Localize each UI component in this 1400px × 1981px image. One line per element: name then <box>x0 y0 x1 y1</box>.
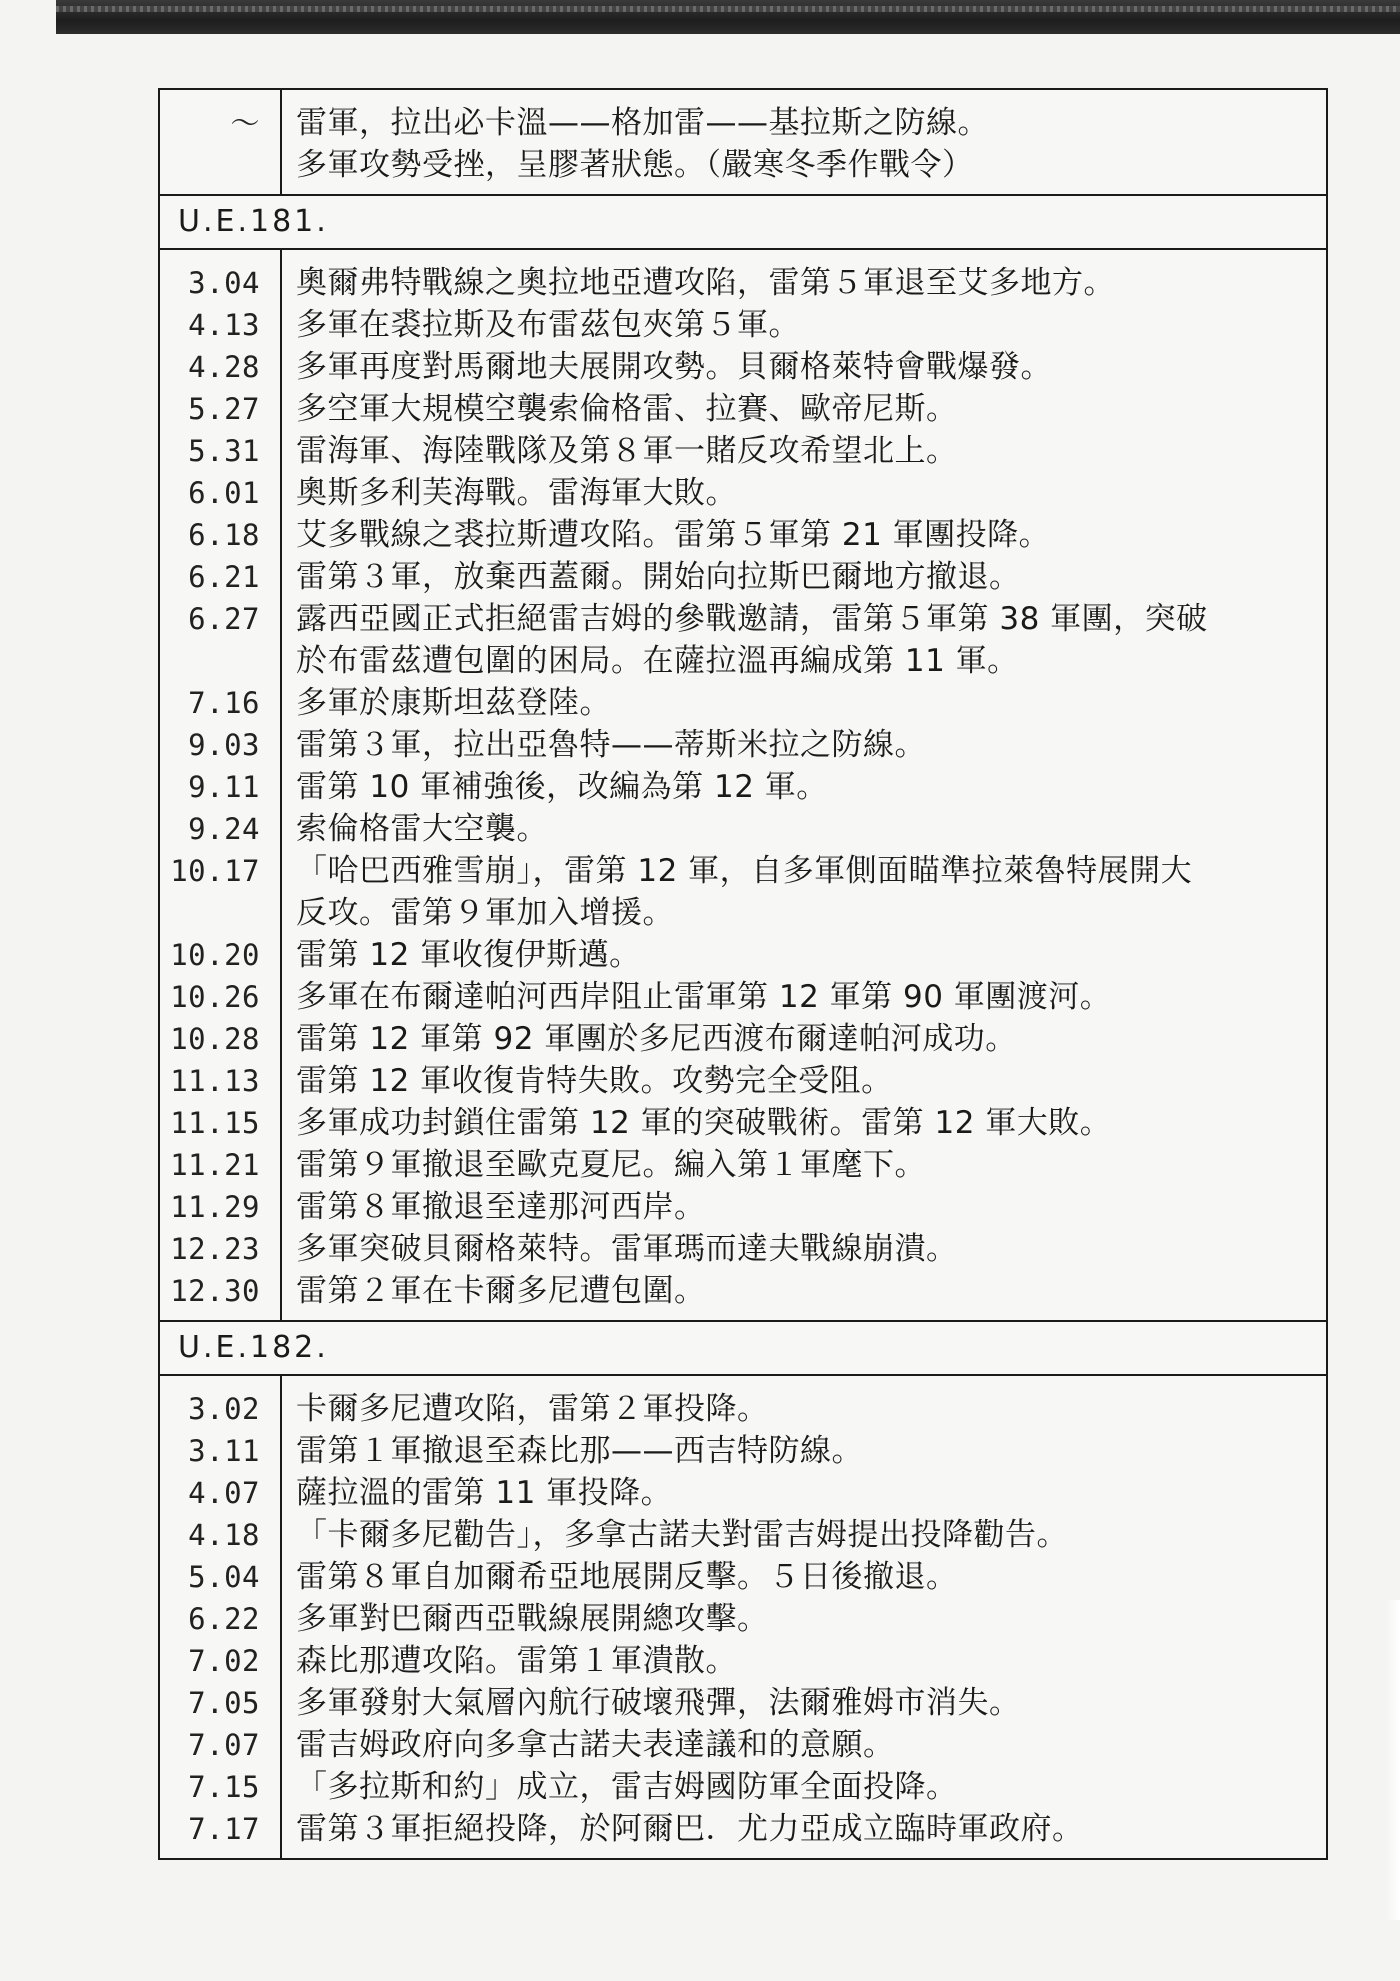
entry-text-line: 薩拉溫的雷第 11 軍投降。 <box>296 1475 673 1511</box>
entry-text-line: 雷吉姆政府向多拿古諾夫表達議和的意願。 <box>296 1727 895 1763</box>
entry-text-line: 奧斯多利芙海戰。雷海軍大敗。 <box>296 475 737 511</box>
entry-date: 10.26 <box>170 980 260 1014</box>
entry-date: 6.27 <box>188 602 260 636</box>
entry-date: 7.16 <box>188 686 260 720</box>
scan-top-edge <box>56 0 1400 34</box>
entry-text-line: 雷第９軍撤退至歐克夏尼。編入第１軍麾下。 <box>296 1147 926 1183</box>
year-heading: U.E.182. <box>160 1320 1326 1374</box>
entry-text-line: 奧爾弗特戰線之奧拉地亞遭攻陷，雷第５軍退至艾多地方。 <box>296 265 1115 301</box>
entry-text-line: 多軍攻勢受挫，呈膠著狀態。（嚴寒冬季作戰令） <box>296 147 974 183</box>
entry-text-line: 雷第 12 軍收復伊斯邁。 <box>296 937 641 973</box>
entry-date: 9.24 <box>188 812 260 846</box>
scan-right-edge <box>1386 1600 1400 1920</box>
year-heading: U.E.181. <box>160 194 1326 248</box>
entry-text-line: 多軍突破貝爾格萊特。雷軍瑪而達夫戰線崩潰。 <box>296 1231 958 1267</box>
entry-date: 10.17 <box>170 854 260 888</box>
entry-text-line: 艾多戰線之裘拉斯遭攻陷。雷第５軍第 21 軍團投降。 <box>296 517 1051 553</box>
entry-date: 10.28 <box>170 1022 260 1056</box>
entry-date: 5.27 <box>188 392 260 426</box>
entry-text-line: 雷第２軍在卡爾多尼遭包圍。 <box>296 1273 706 1309</box>
entry-text-line: 雷海軍、海陸戰隊及第８軍一賭反攻希望北上。 <box>296 433 958 469</box>
entry-date: 7.15 <box>188 1770 260 1804</box>
text-column <box>282 250 1326 1320</box>
entry-date: 4.28 <box>188 350 260 384</box>
entry-date: 12.23 <box>170 1232 260 1266</box>
entry-date-spacer <box>160 640 260 682</box>
date-column <box>160 90 282 194</box>
entry-text-line: 雷第３軍，放棄西蓋爾。開始向拉斯巴爾地方撤退。 <box>296 559 1021 595</box>
entry-date: 5.04 <box>188 1560 260 1594</box>
entry-text-line: 雷第 12 軍第 92 軍團於多尼西渡布爾達帕河成功。 <box>296 1021 1017 1057</box>
entry-date: 9.11 <box>188 770 260 804</box>
entry-date: 7.07 <box>188 1728 260 1762</box>
entry-text-line: 森比那遭攻陷。雷第１軍潰散。 <box>296 1643 737 1679</box>
entry-date: 7.17 <box>188 1812 260 1846</box>
entry-text-line: 「哈巴西雅雪崩」，雷第 12 軍，自多軍側面瞄準拉萊魯特展開大 <box>296 853 1193 889</box>
entry-date: 4.07 <box>188 1476 260 1510</box>
entry-text-line: 雷第８軍撤退至達那河西岸。 <box>296 1189 706 1225</box>
entry-date: 9.03 <box>188 728 260 762</box>
entry-date: 6.21 <box>188 560 260 594</box>
entry-text-line: 露西亞國正式拒絕雷吉姆的參戰邀請，雷第５軍第 38 軍團，突破 <box>296 601 1208 637</box>
entry-date: 3.11 <box>188 1434 260 1468</box>
entry-date: 10.20 <box>170 938 260 972</box>
text-column <box>282 1376 1326 1858</box>
entry-date: 11.29 <box>170 1190 260 1224</box>
entry-date: 5.31 <box>188 434 260 468</box>
text-column <box>282 90 1326 194</box>
entry-text-line: 「多拉斯和約」成立，雷吉姆國防軍全面投降。 <box>296 1769 958 1805</box>
entry-text-line: 多軍對巴爾西亞戰線展開總攻擊。 <box>296 1601 769 1637</box>
entry-date: 4.13 <box>188 308 260 342</box>
entry-text-line: 多軍在布爾達帕河西岸阻止雷軍第 12 軍第 90 軍團渡河。 <box>296 979 1112 1015</box>
entry-text-line: 多空軍大規模空襲索倫格雷、拉賽、歐帝尼斯。 <box>296 391 958 427</box>
entry-text-line: 多軍在裘拉斯及布雷茲包夾第５軍。 <box>296 307 800 343</box>
entry-text-line: 反攻。雷第９軍加入增援。 <box>296 895 674 931</box>
entry-text-line: 卡爾多尼遭攻陷，雷第２軍投降。 <box>296 1391 769 1427</box>
entry-text-line: 雷第８軍自加爾希亞地展開反擊。５日後撤退。 <box>296 1559 958 1595</box>
entry-text-line: 「卡爾多尼勸告」，多拿古諾夫對雷吉姆提出投降勸告。 <box>296 1517 1068 1553</box>
date-column <box>160 1376 282 1858</box>
entry-date: ～ <box>230 106 260 140</box>
intro-block <box>160 90 1326 194</box>
entry-date: 6.18 <box>188 518 260 552</box>
entry-text-line: 索倫格雷大空襲。 <box>296 811 548 847</box>
entry-text-line: 多軍再度對馬爾地夫展開攻勢。貝爾格萊特會戰爆發。 <box>296 349 1052 385</box>
entry-date: 11.21 <box>170 1148 260 1182</box>
entry-date: 7.05 <box>188 1686 260 1720</box>
entry-date: 11.13 <box>170 1064 260 1098</box>
entry-text-line: 於布雷茲遭包圍的困局。在薩拉溫再編成第 11 軍。 <box>296 643 1019 679</box>
entry-text-line: 雷軍，拉出必卡溫——格加雷——基拉斯之防線。 <box>296 105 989 141</box>
year-entries <box>160 248 1326 1320</box>
entry-text-line: 雷第１軍撤退至森比那——西吉特防線。 <box>296 1433 863 1469</box>
date-column <box>160 250 282 1320</box>
entry-date: 6.01 <box>188 476 260 510</box>
entry-date-spacer <box>160 892 260 934</box>
entry-text-line: 多軍於康斯坦茲登陸。 <box>296 685 611 721</box>
entry-date: 4.18 <box>188 1518 260 1552</box>
entry-text-line: 雷第３軍，拉出亞魯特——蒂斯米拉之防線。 <box>296 727 926 763</box>
entry-text-line: 雷第３軍拒絕投降，於阿爾巴．尤力亞成立臨時軍政府。 <box>296 1811 1084 1847</box>
entry-date: 6.22 <box>188 1602 260 1636</box>
entry-text-line: 雷第 10 軍補強後，改編為第 12 軍。 <box>296 769 828 805</box>
entry-text-line: 多軍發射大氣層內航行破壞飛彈，法爾雅姆市消失。 <box>296 1685 1021 1721</box>
chronology-table <box>158 88 1328 1860</box>
entry-date: 3.02 <box>188 1392 260 1426</box>
entry-date: 12.30 <box>170 1274 260 1308</box>
entry-date: 11.15 <box>170 1106 260 1140</box>
entry-date: 7.02 <box>188 1644 260 1678</box>
entry-text-line: 雷第 12 軍收復肯特失敗。攻勢完全受阻。 <box>296 1063 893 1099</box>
entry-date: 3.04 <box>188 266 260 300</box>
entry-text-line: 多軍成功封鎖住雷第 12 軍的突破戰術。雷第 12 軍大敗。 <box>296 1105 1112 1141</box>
year-entries <box>160 1374 1326 1858</box>
